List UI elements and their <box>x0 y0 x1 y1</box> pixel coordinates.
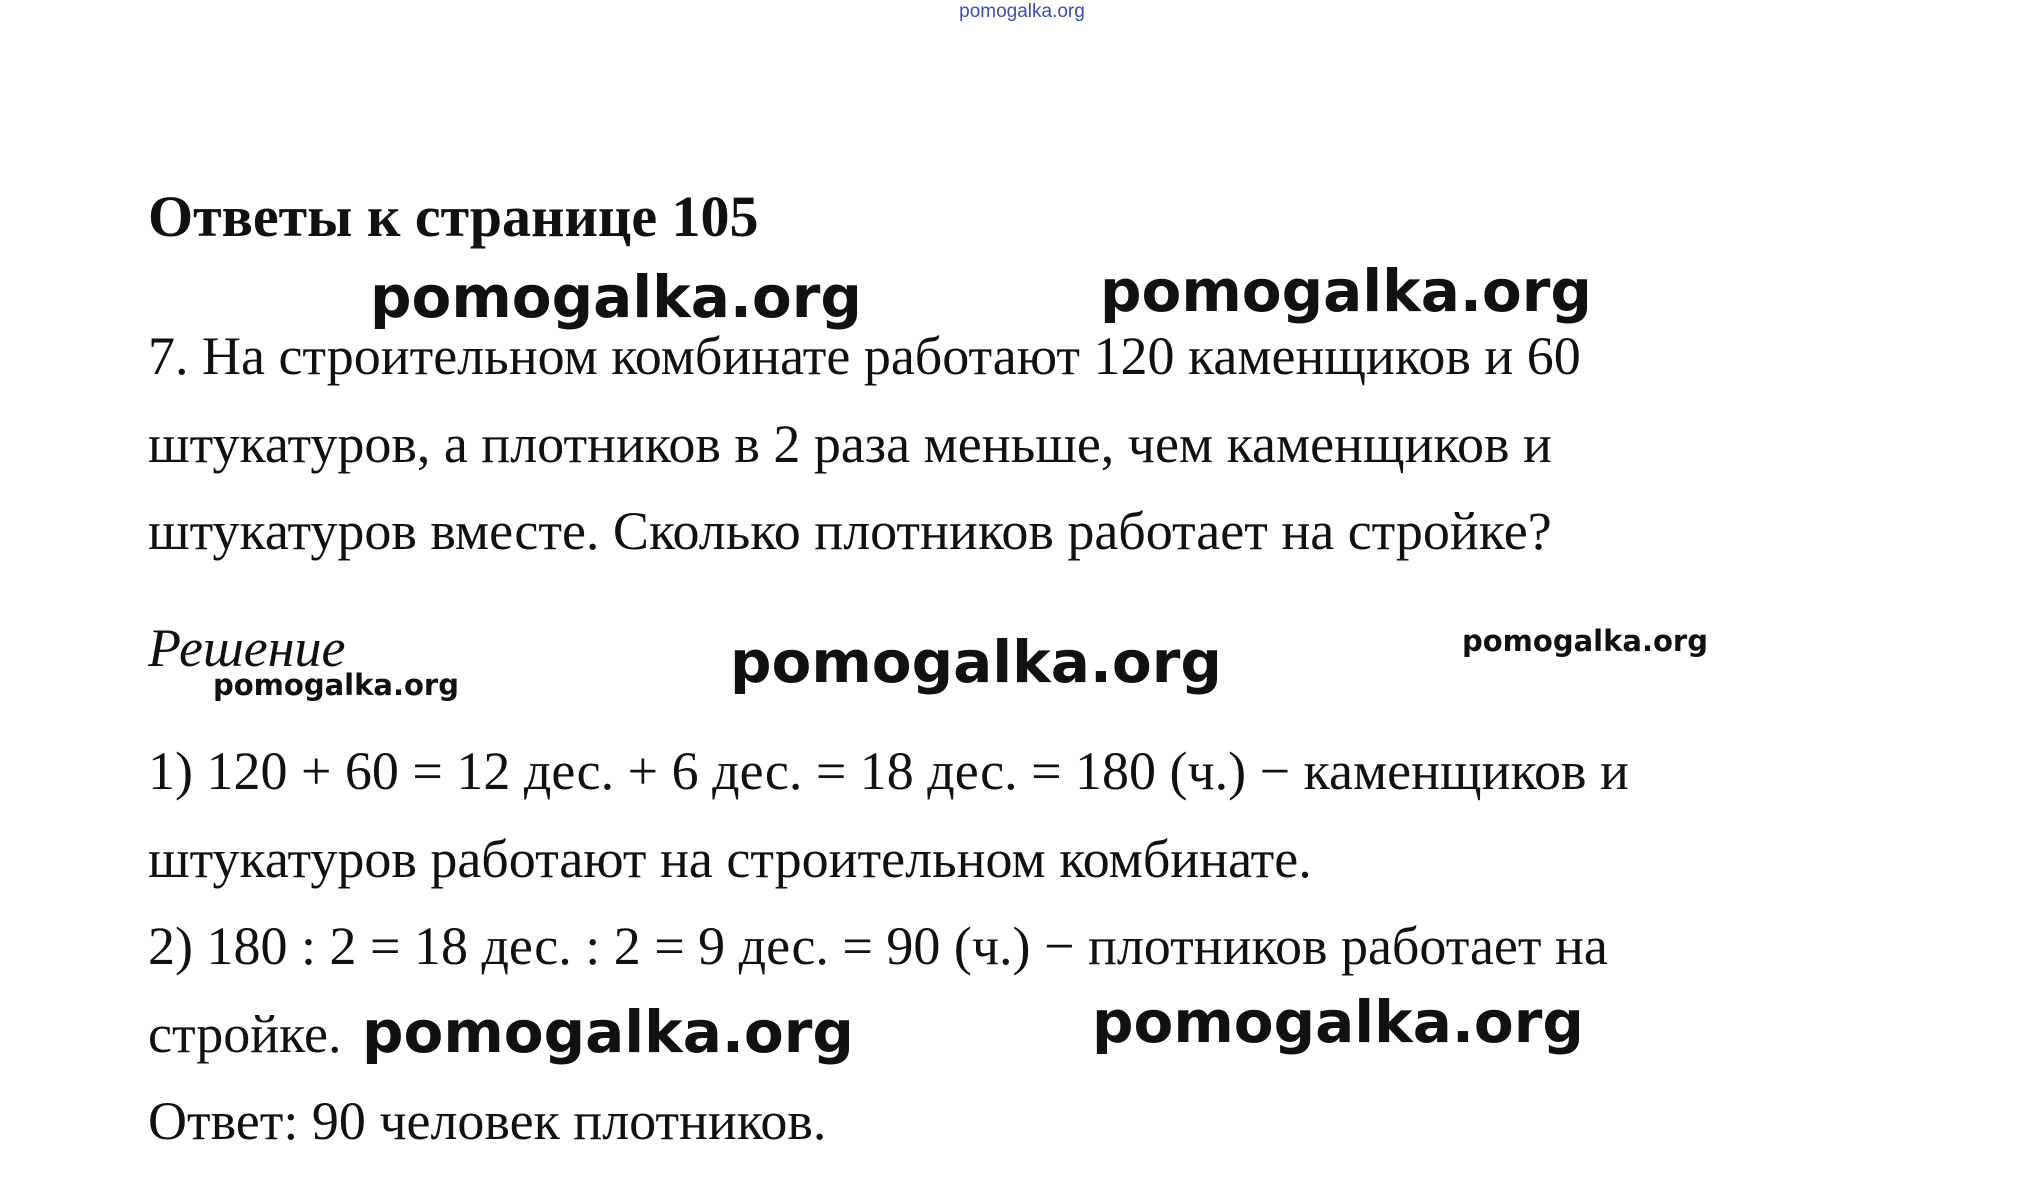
problem-line: штукатуров вместе. Сколько плотников работает на стройке? <box>148 501 1552 561</box>
watermark: pomogalka.org <box>370 263 862 331</box>
solution-line: 2) 180 : 2 = 18 дес. : 2 = 9 дес. = 90 (ч.) − плотников работает на <box>148 916 1608 976</box>
top-watermark: pomogalka.org <box>959 1 1085 22</box>
page-heading: Ответы к странице 105 <box>148 184 759 249</box>
solution-line: штукатуров работают на строительном комбинате. <box>148 829 1312 889</box>
watermark: pomogalka.org <box>213 668 459 702</box>
solution-line: стройке. <box>148 1004 342 1064</box>
solution-label: Решение <box>148 618 346 678</box>
problem-line: штукатуров, а плотников в 2 раза меньше, чем каменщиков и <box>148 414 1552 474</box>
problem-line: 7. На строительном комбинате работают 120 каменщиков и 60 <box>148 326 1581 386</box>
answer-line: Ответ: 90 человек плотников. <box>148 1091 827 1151</box>
watermark: pomogalka.org <box>362 998 854 1066</box>
solution-line: 1) 120 + 60 = 12 дес. + 6 дес. = 18 дес. = 180 (ч.) − каменщиков и <box>148 741 1629 801</box>
watermark: pomogalka.org <box>1100 257 1592 325</box>
watermark: pomogalka.org <box>730 628 1222 696</box>
watermark: pomogalka.org <box>1092 988 1584 1056</box>
watermark: pomogalka.org <box>1462 624 1708 658</box>
